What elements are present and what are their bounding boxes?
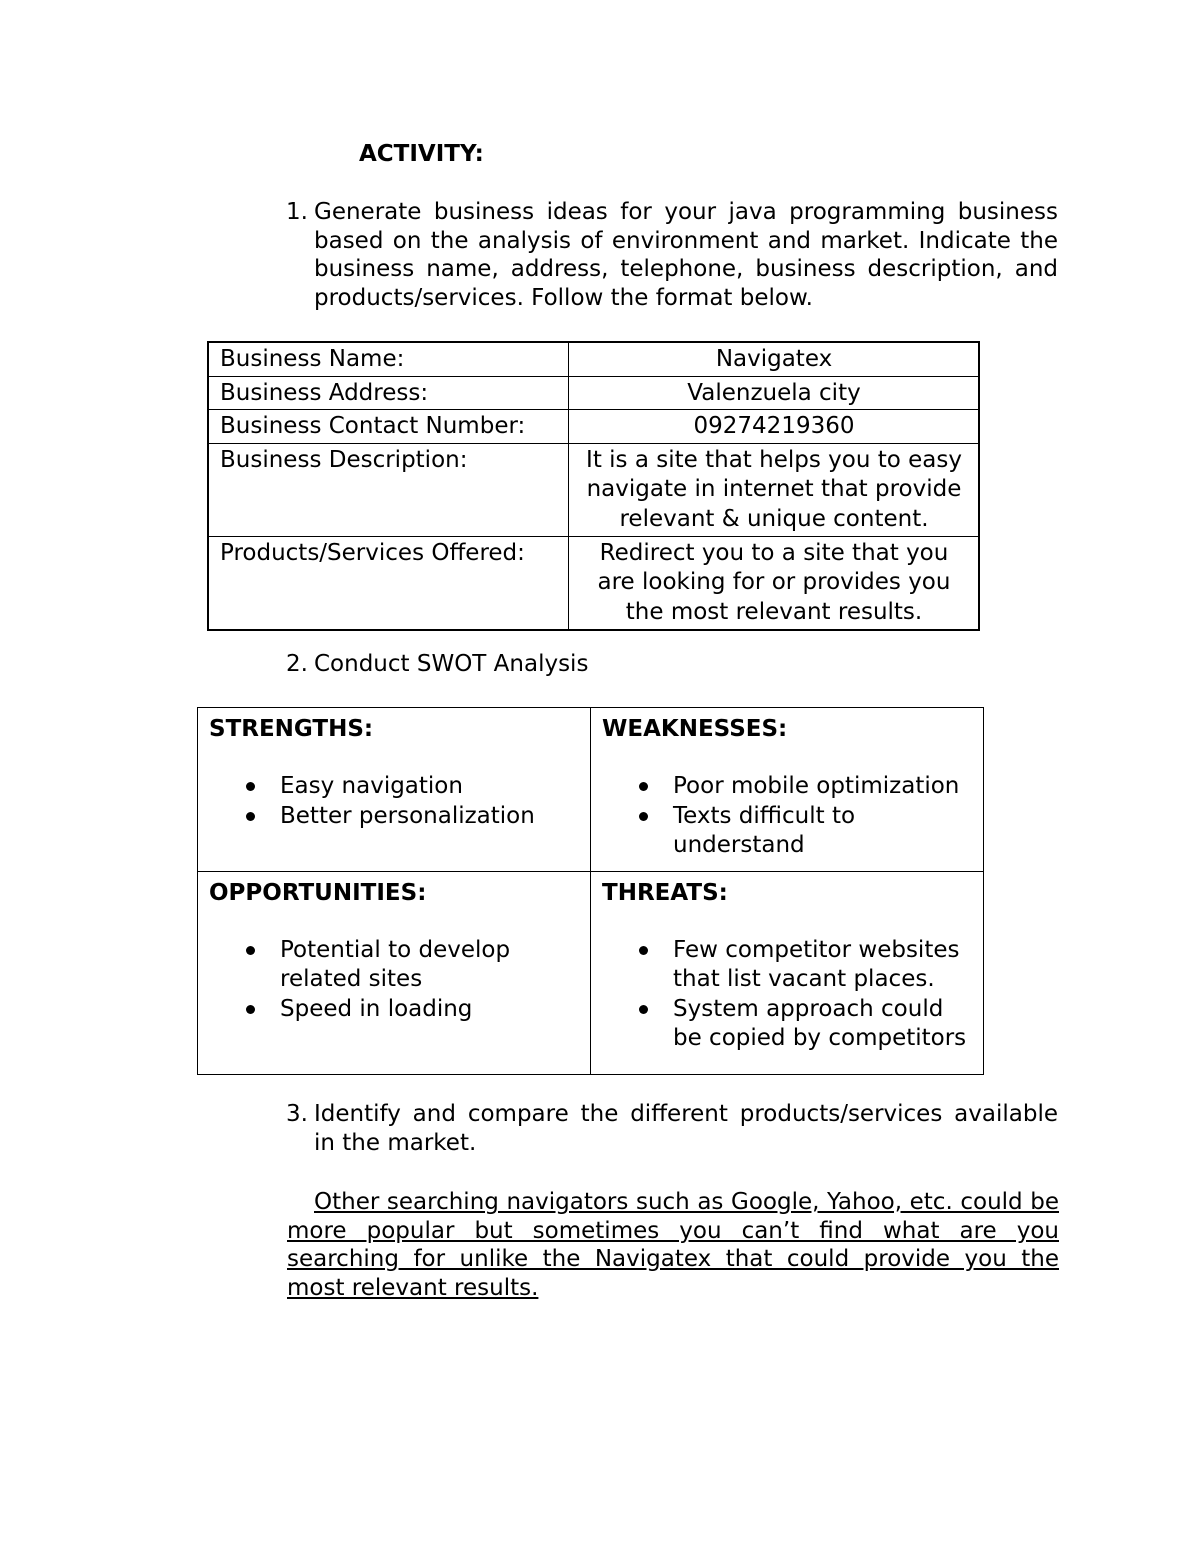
bullet-icon xyxy=(639,1005,648,1014)
item-number: 3. xyxy=(286,1101,308,1127)
list-item: Few competitor websites that list vacant places. xyxy=(602,936,973,995)
numbered-item-3 xyxy=(286,1100,1058,1157)
business-info-table xyxy=(207,341,980,631)
strengths-title: STRENGTHS: xyxy=(209,716,374,742)
business-contact-label: Business Contact Number: xyxy=(208,410,569,444)
bullet-icon xyxy=(639,782,648,791)
list-item: Speed in loading xyxy=(209,995,580,1025)
item-text: Identify and compare the different products/services available in the market. xyxy=(314,1101,1058,1156)
business-address-value: Valenzuela city xyxy=(569,376,980,410)
swot-table xyxy=(197,707,984,1075)
products-services-value: Redirect you to a site that you are looking for or provides you the most relevant results. xyxy=(569,536,980,630)
list-item: System approach could be copied by competitors xyxy=(602,995,973,1054)
bullet-icon xyxy=(246,782,255,791)
threats-title: THREATS: xyxy=(602,879,728,906)
business-address-label: Business Address: xyxy=(208,376,569,410)
bullet-icon xyxy=(246,946,255,955)
table-row xyxy=(208,410,979,444)
item-text: Generate business ideas for your java programming business based on the analysis of environment and market. Indicate the business name, address, telephone, business description, and products/services. Follow the format below. xyxy=(314,199,1058,311)
numbered-item-2 xyxy=(286,650,1058,679)
list-item: Poor mobile optimization xyxy=(602,772,973,802)
table-row xyxy=(198,871,984,1074)
opportunities-cell xyxy=(198,871,591,1074)
strengths-cell xyxy=(198,708,591,872)
opportunities-list xyxy=(209,936,580,1025)
weaknesses-cell xyxy=(591,708,984,872)
business-description-value: It is a site that helps you to easy navigate in internet that provide relevant & unique content. xyxy=(569,443,980,536)
item-number: 1. xyxy=(286,199,308,225)
strengths-list xyxy=(209,772,580,831)
item-number: 2. xyxy=(286,651,308,677)
activity-heading: ACTIVITY: xyxy=(359,141,484,167)
bullet-icon xyxy=(246,1005,255,1014)
products-services-label: Products/Services Offered: xyxy=(208,536,569,630)
business-contact-value: 09274219360 xyxy=(569,410,980,444)
list-item: Easy navigation xyxy=(209,772,580,802)
bullet-icon xyxy=(639,946,648,955)
business-name-label: Business Name: xyxy=(208,342,569,376)
business-description-label: Business Description: xyxy=(208,443,569,536)
list-item: Texts difficult to understand xyxy=(602,802,973,861)
threats-cell xyxy=(591,871,984,1074)
table-row xyxy=(208,443,979,536)
opportunities-title: OPPORTUNITIES: xyxy=(209,879,427,906)
bullet-icon xyxy=(639,812,648,821)
item-text: Conduct SWOT Analysis xyxy=(314,651,589,677)
weaknesses-title: WEAKNESSES: xyxy=(602,716,788,742)
bullet-icon xyxy=(246,812,255,821)
threats-list xyxy=(602,936,973,1054)
weaknesses-list xyxy=(602,772,973,861)
comparison-paragraph: Other searching navigators such as Google, Yahoo, etc. could be more popular but sometimes you can’t find what are you searching for unlike the Navigatex that could provide you the most relevant results. xyxy=(287,1189,1059,1301)
list-item: Potential to develop related sites xyxy=(209,936,580,995)
numbered-item-1 xyxy=(286,198,1058,312)
list-item: Better personalization xyxy=(209,802,580,832)
table-row xyxy=(198,708,984,872)
table-row xyxy=(208,536,979,630)
table-row xyxy=(208,376,979,410)
table-row xyxy=(208,342,979,376)
business-name-value: Navigatex xyxy=(569,342,980,376)
